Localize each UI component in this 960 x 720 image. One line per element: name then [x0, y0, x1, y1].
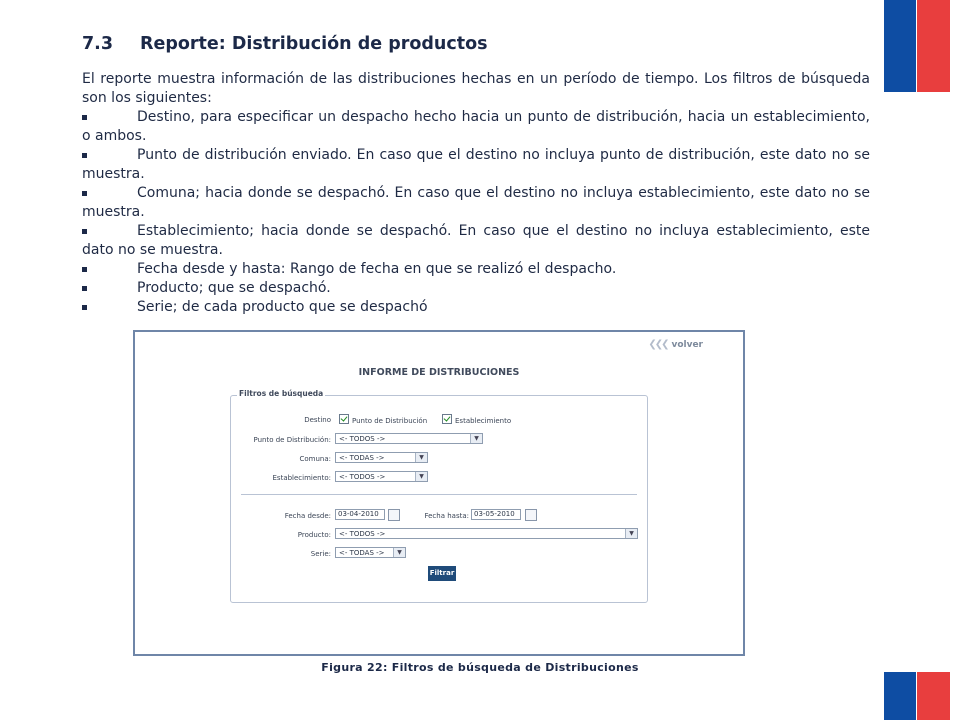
establecimiento-label: Establecimiento:: [272, 474, 331, 482]
calendar-icon[interactable]: [388, 509, 400, 521]
list-item: Establecimiento; hacia donde se despachó. En caso que el destino no incluya establecimiento, este dato no se muestra.: [82, 223, 870, 258]
search-filters-fieldset: [230, 389, 648, 603]
flag-decoration-top: [884, 0, 950, 92]
filtrar-button[interactable]: Filtrar: [428, 566, 456, 581]
fecha-desde-input[interactable]: 03-04-2010: [335, 509, 385, 520]
punto-select[interactable]: <- TODOS -> ▼: [335, 433, 483, 444]
fecha-desde-label: Fecha desde:: [284, 512, 331, 520]
punto-checkbox-label: Punto de Distribución: [352, 417, 428, 425]
producto-label: Producto:: [297, 531, 331, 539]
flag-blue-stripe: [884, 0, 916, 92]
back-arrows-icon: ❮❮❮: [648, 339, 668, 350]
bullet-icon: [82, 229, 87, 234]
fieldset-legend: Filtros de búsqueda: [239, 389, 324, 398]
establecimiento-select[interactable]: <- TODOS -> ▼: [335, 471, 428, 482]
comuna-select[interactable]: <- TODAS -> ▼: [335, 452, 428, 463]
document-body: [82, 34, 870, 317]
establecimiento-checkbox-label: Establecimiento: [455, 417, 512, 425]
punto-label: Punto de Distribución:: [253, 436, 331, 444]
chevron-down-icon: ▼: [625, 529, 637, 538]
chevron-down-icon: ▼: [393, 548, 405, 557]
bullet-icon: [82, 267, 87, 272]
section-title: Reporte: Distribución de productos: [140, 34, 488, 54]
establecimiento-checkbox[interactable]: [442, 414, 452, 424]
punto-checkbox[interactable]: [339, 414, 349, 424]
serie-select[interactable]: <- TODAS -> ▼: [335, 547, 406, 558]
chevron-down-icon: ▼: [415, 453, 427, 462]
list-item: Serie; de cada producto que se despachó: [82, 298, 870, 317]
list-item: Fecha desde y hasta: Rango de fecha en que se realizó el despacho.: [82, 260, 870, 279]
chevron-down-icon: ▼: [415, 472, 427, 481]
bullet-icon: [82, 286, 87, 291]
destino-label: Destino: [304, 416, 331, 424]
fecha-hasta-label: Fecha hasta:: [424, 512, 469, 520]
chevron-down-icon: ▼: [470, 434, 482, 443]
flag-red-stripe: [917, 672, 950, 720]
report-title: INFORME DE DISTRIBUCIONES: [358, 367, 520, 378]
divider: [241, 494, 637, 495]
list-item: Destino, para especificar un despacho hecho hacia un punto de distribución, hacia un establecimiento, o ambos.: [82, 109, 870, 144]
calendar-icon[interactable]: [525, 509, 537, 521]
list-item: Punto de distribución enviado. En caso que el destino no incluya punto de distribución, este dato no se muestra.: [82, 147, 870, 182]
flag-blue-stripe: [884, 672, 916, 720]
section-heading: [82, 34, 870, 54]
fecha-hasta-input[interactable]: 03-05-2010: [471, 509, 521, 520]
serie-label: Serie:: [310, 550, 331, 558]
flag-red-stripe: [917, 0, 950, 92]
bullet-icon: [82, 115, 87, 120]
list-item: Producto; que se despachó.: [82, 279, 870, 298]
figure-caption: Figura 22: Filtros de búsqueda de Distribuciones: [321, 661, 639, 674]
figure-screenshot: [133, 330, 745, 656]
section-number: 7.3: [82, 34, 114, 54]
flag-decoration-bottom: [884, 672, 950, 720]
bullet-icon: [82, 305, 87, 310]
bullet-icon: [82, 153, 87, 158]
bullet-icon: [82, 191, 87, 196]
filter-list: [82, 108, 870, 317]
comuna-label: Comuna:: [299, 455, 331, 463]
list-item: Comuna; hacia donde se despachó. En caso que el destino no incluya establecimiento, este dato no se muestra.: [82, 185, 870, 220]
back-link[interactable]: ❮❮❮ volver: [648, 339, 703, 350]
producto-select[interactable]: <- TODOS -> ▼: [335, 528, 638, 539]
intro-paragraph: El reporte muestra información de las distribuciones hechas en un período de tiempo. Los filtros de búsqueda son los siguientes:: [82, 71, 870, 106]
